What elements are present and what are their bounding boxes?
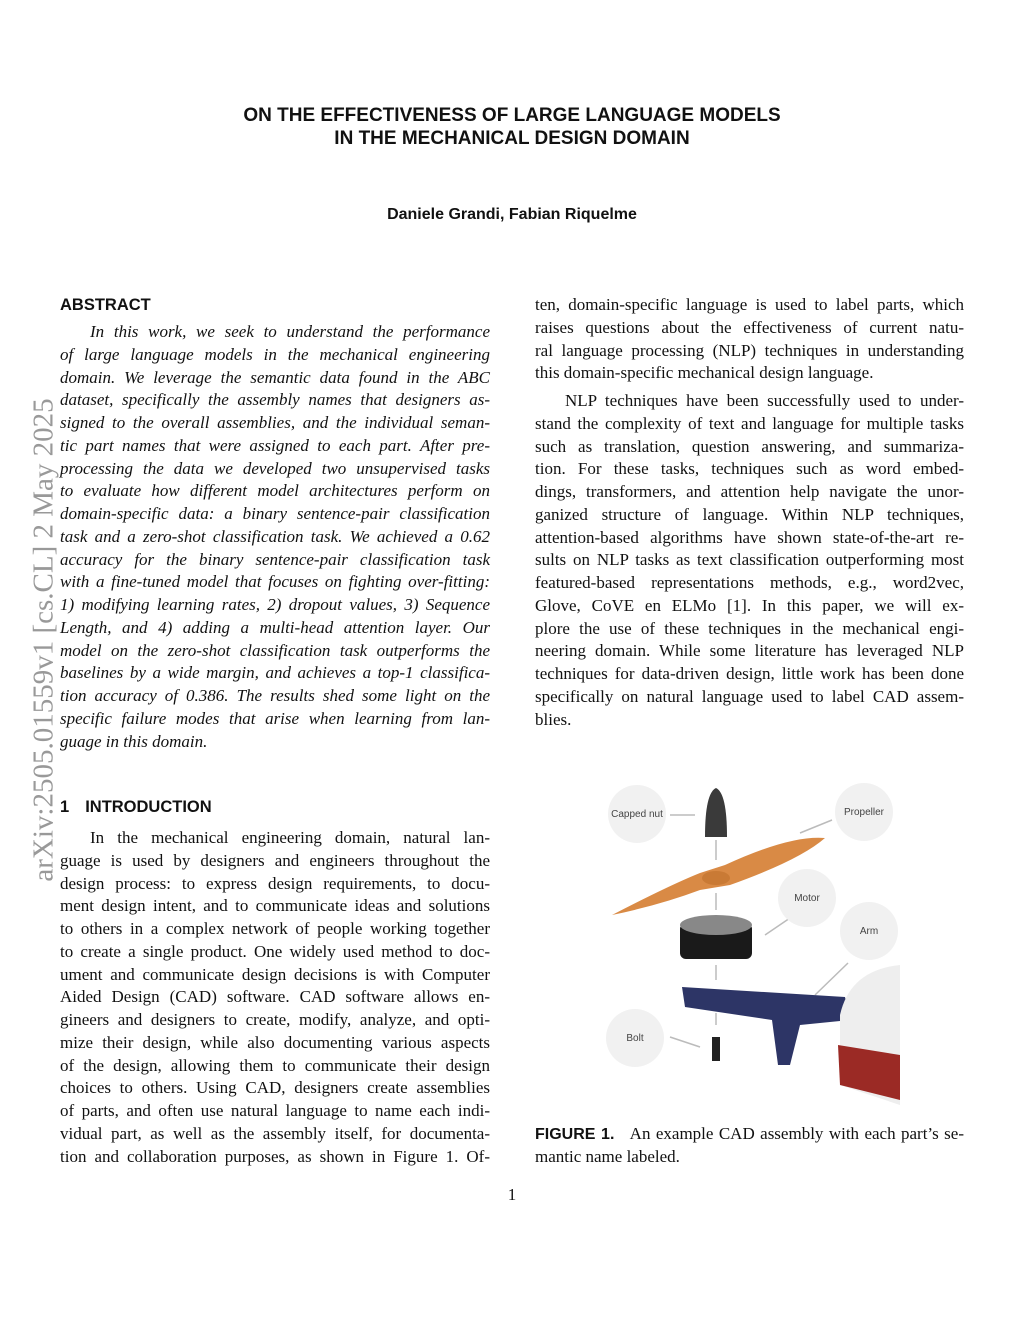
arxiv-stamp: arXiv:2505.01559v1 [cs.CL] 2 May 2025 [27,398,60,882]
text-line: dings, transformers, and attention help navigate the unor- [535,482,964,501]
caption-text: mantic name labeled. [535,1146,680,1166]
label-motor: Motor [778,869,836,927]
text-line: to create a single product. One widely used method to doc- [60,941,490,961]
text-line: stand the complexity of text and language for multiple tasks [535,413,964,433]
title-line: ON THE EFFECTIVENESS OF LARGE LANGUAGE MODELS [243,105,781,126]
text-line: tic part names that were assigned to each part. After pre- [60,435,490,455]
text-line: to evaluate how different model architectures perform on [60,481,490,501]
text-line: raises questions about the effectiveness of current natu- [535,317,964,337]
caption-label: FIGURE 1. [535,1126,615,1143]
abstract-heading: ABSTRACT [60,296,151,314]
text-line: specific failure modes that arise when learning from lan- [60,708,490,728]
label-propeller: Propeller [835,783,893,841]
text-line: accuracy for the binary sentence-pair classification task [60,549,490,569]
text-line: Glove, CoVE en ELMo [1]. In this paper, we will ex- [535,595,964,615]
title-line: IN THE MECHANICAL DESIGN DOMAIN [334,128,690,149]
text-line: ment design intent, and to communicate ideas and solutions [60,896,490,916]
text-line: tion and collaboration purposes, as shown in Figure 1. Of- [60,1146,490,1166]
arm-part [682,987,850,1065]
text-line: In the mechanical engineering domain, natural lan- [90,828,490,847]
text-line: attention-based algorithms have shown state-of-the-art re- [535,527,964,547]
text-line: of large language models in the mechanical engineering [60,344,490,364]
text-line: mize their design, while also documenting various aspects [60,1032,490,1052]
figure-cad-assembly [600,775,910,1110]
text-line: guage is used by designers and engineers throughout the [60,850,490,870]
text-line: design process: to express design requirements, to docu- [60,873,490,893]
text-line: of parts, and often use natural language to name each indi- [60,1101,490,1120]
text-line: baselines by a wide margin, and achieves a top-1 classifica- [60,663,490,683]
text-line: NLP techniques have been successfully used to under- [565,391,964,410]
text-line: with a fine-tuned model that focuses on fighting over-fitting: [60,572,490,592]
text-line: dataset, specifically the assembly names that designers as- [60,390,490,410]
text-line: signed to the overall assemblies, and the individual seman- [60,413,490,432]
right-para-1 [535,294,964,385]
text-line: model on the zero-shot classification task outperforms the [60,640,490,660]
label-arm: Arm [840,902,898,960]
section-number: 1 [60,798,70,816]
text-line: gineers and designers to create, modify, analyze, and opti- [60,1010,490,1029]
text-line: tion accuracy of 0.386. The results shed some light on the [60,686,490,705]
text-line: to others in a complex network of people working together [60,919,490,938]
text-line: of the design, allowing them to communicate their design [60,1055,490,1075]
label-capped-nut: Capped nut [608,785,666,843]
authors: Daniele Grandi, Fabian Riquelme [387,206,637,223]
text-line: task and a zero-shot classification task. We achieved a 0.62 [60,526,490,546]
text-line: ganized structure of language. Within NLP techniques, [535,504,964,524]
text-line: blies. [535,709,572,729]
text-line: In this work, we seek to understand the performance [90,322,490,341]
text-line: ument and communicate design decisions is with Computer [60,964,490,984]
text-line: 1) modifying learning rates, 2) dropout values, 3) Sequence [60,595,490,614]
right-para-2 [535,390,964,731]
abstract-body [60,321,490,753]
paper-title [0,104,1024,150]
text-line: domain-specific data: a binary sentence-pair classification [60,504,490,523]
intro-body [60,827,490,1168]
text-line: sults on NLP tasks as text classification outperforming most [535,550,964,570]
text-line: domain. We leverage the semantic data found in the ABC [60,367,490,387]
text-line: specifically on natural language used to label CAD assem- [535,686,964,706]
text-line: this domain-specific mechanical design language. [535,363,874,383]
text-line: ral language processing (NLP) techniques in understanding [535,340,964,360]
text-line: plore the use of these techniques in the mechanical engi- [535,618,964,638]
text-line: Aided Design (CAD) software. CAD software allows en- [60,987,490,1007]
label-bolt: Bolt [606,1009,664,1067]
caption-text: An example CAD assembly with each part’s se- [629,1124,964,1143]
section-title: INTRODUCTION [85,798,212,816]
figure-caption [535,1122,964,1168]
text-line: Length, and 4) adding a multi-head attention layer. Our [60,617,490,637]
text-line: featured-based representations methods, e.g., word2vec, [535,573,964,592]
text-line: neering domain. While some literature has leveraged NLP [535,641,964,661]
text-line: tion. For these tasks, techniques such as word embed- [535,459,964,479]
bolt-part [712,1037,720,1061]
text-line: processing the data we developed two unsupervised tasks [60,458,490,478]
text-line: guage in this domain. [60,731,208,751]
text-line: choices to others. Using CAD, designers create assemblies [60,1078,490,1098]
intro-heading [60,798,212,817]
page-number: 1 [507,1185,517,1204]
text-line: techniques for data-driven design, little work has been done [535,664,964,683]
text-line: such as translation, question answering, and summariza- [535,436,964,456]
text-line: ten, domain-specific language is used to label parts, which [535,295,964,314]
capped-nut-part [705,788,727,837]
text-line: vidual part, as well as the assembly itself, for documenta- [60,1123,490,1143]
